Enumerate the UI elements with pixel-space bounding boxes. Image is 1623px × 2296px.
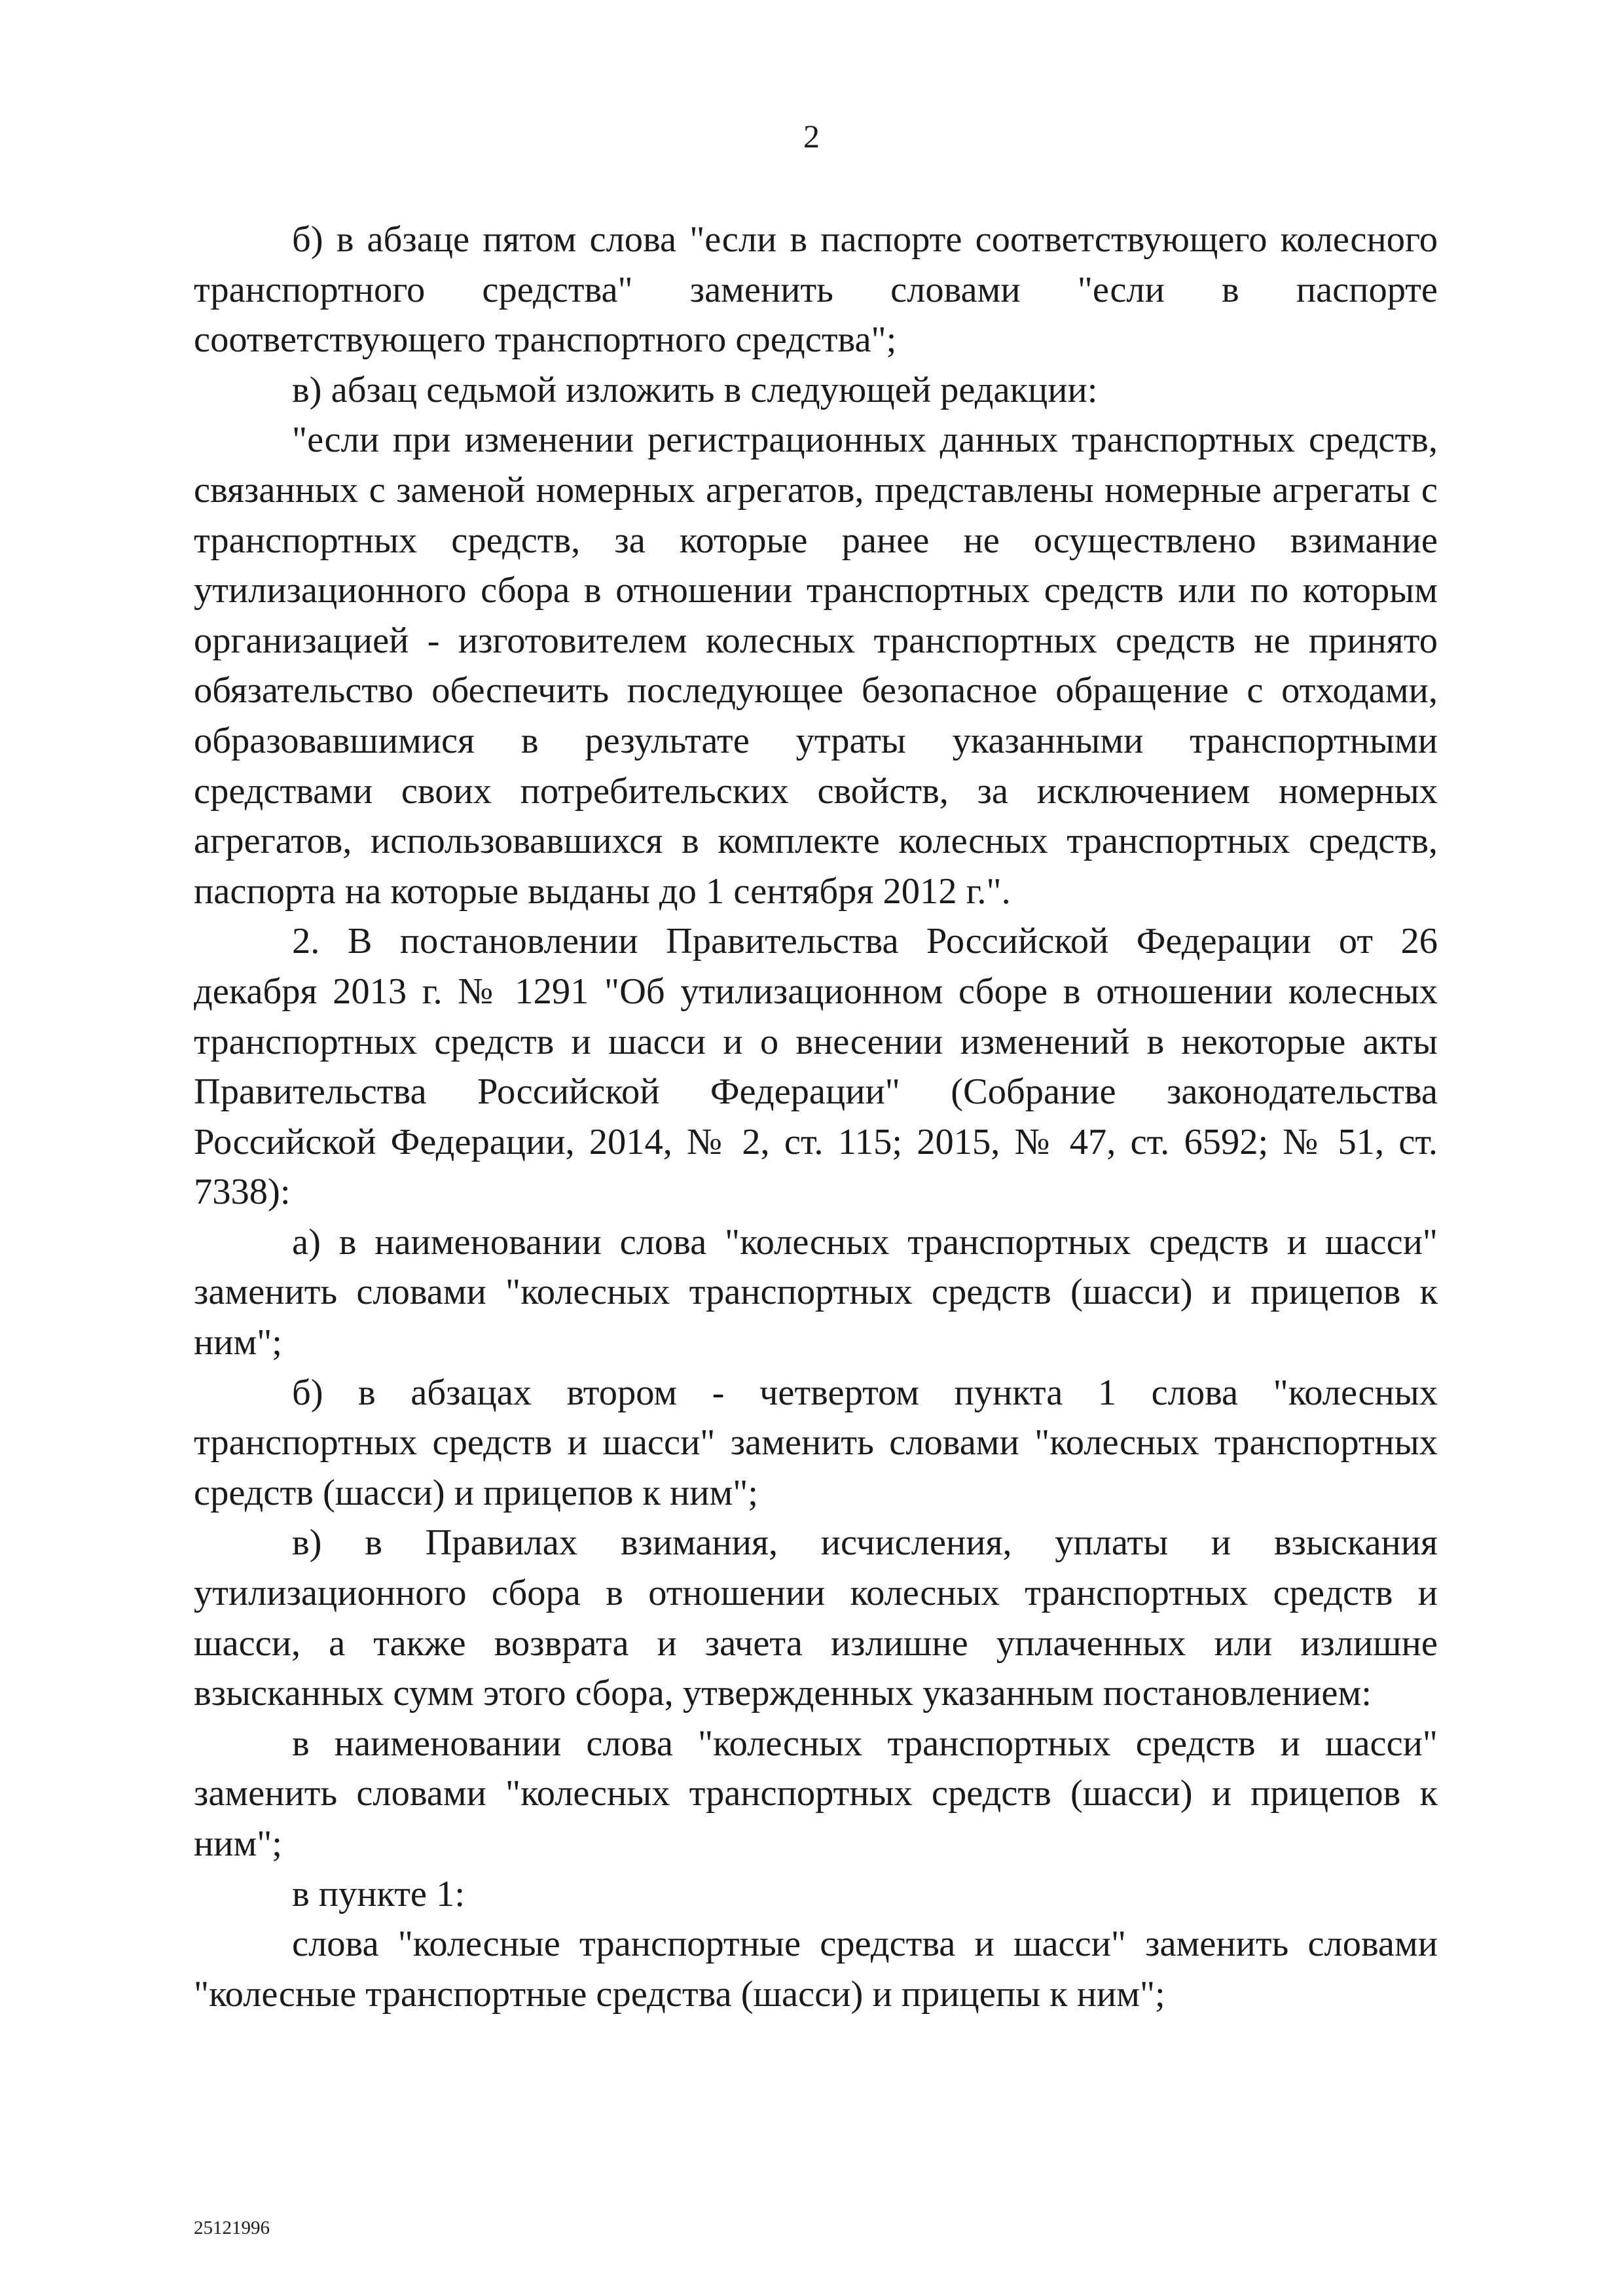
paragraph-a-title-change: а) в наименовании слова "колесных транспортных средств и шасси" заменить словами "колесных транспортных средств (шасси) и прицепов к ним";: [194, 1221, 1438, 1363]
paragraph-v-seventh-subparagraph: в) абзац седьмой изложить в следующей редакции:: [292, 369, 1098, 410]
paragraph-rules-title-change: в наименовании слова "колесных транспортных средств и шасси" заменить словами "колесных транспортных средств (шасси) и прицепов к ним";: [194, 1723, 1438, 1864]
paragraph-words-replacement: слова "колесные транспортные средства и шасси" заменить словами "колесные транспортные средства (шасси) и прицепы к ним";: [194, 1924, 1438, 2015]
paragraph-b-point-1-change: б) в абзацах втором - четвертом пункта 1 слова "колесных транспортных средств и шасси" заменить словами "колесных транспортных средств (шасси) и прицепов к ним";: [194, 1372, 1438, 1513]
paragraph-in-point-1: в пункте 1:: [292, 1873, 465, 1914]
paragraph-2-resolution-1291: 2. В постановлении Правительства Российской Федерации от 26 декабря 2013 г. № 1291 "Об утилизационном сборе в отношении колесных транспортных средств и шасси и о внесении изменений в некоторые акты Правительства Российской Федерации" (Собрание законодательства Российской Федерации, 2014, № 2, ст. 115; 2015, № 47, ст. 6592; № 51, ст. 7338):: [194, 921, 1438, 1213]
document-body: [194, 215, 1438, 2019]
paragraph-v-rules-change: в) в Правилах взимания, исчисления, уплаты и взыскания утилизационного сбора в отношении колесных транспортных средств и шасси, а также возврата и зачета излишне уплаченных или излишне взысканных сумм этого сбора, утвержденных указанным постановлением:: [194, 1522, 1438, 1714]
document-code: 25121996: [194, 2217, 270, 2238]
paragraph-quoted-new-wording: "если при изменении регистрационных данных транспортных средств, связанных с заменой номерных агрегатов, представлены номерные агрегаты с транспортных средств, за которые ранее не осуществлено взимание утилизационного сбора в отношении транспортных средств или по которым организацией - изготовителем колесных транспортных средств не принято обязательство обеспечить последующее безопасное обращение с отходами, образовавшимися в результате утраты указанными транспортными средствами своих потребительских свойств, за исключением номерных агрегатов, использовавшихся в комплекте колесных транспортных средств, паспорта на которые выданы до 1 сентября 2012 г.".: [194, 420, 1438, 912]
page-number: 2: [803, 118, 820, 154]
paragraph-b-passport-wording: б) в абзаце пятом слова "если в паспорте соответствующего колесного транспортного средства" заменить словами "если в паспорте соответствующего транспортного средства";: [194, 219, 1438, 361]
